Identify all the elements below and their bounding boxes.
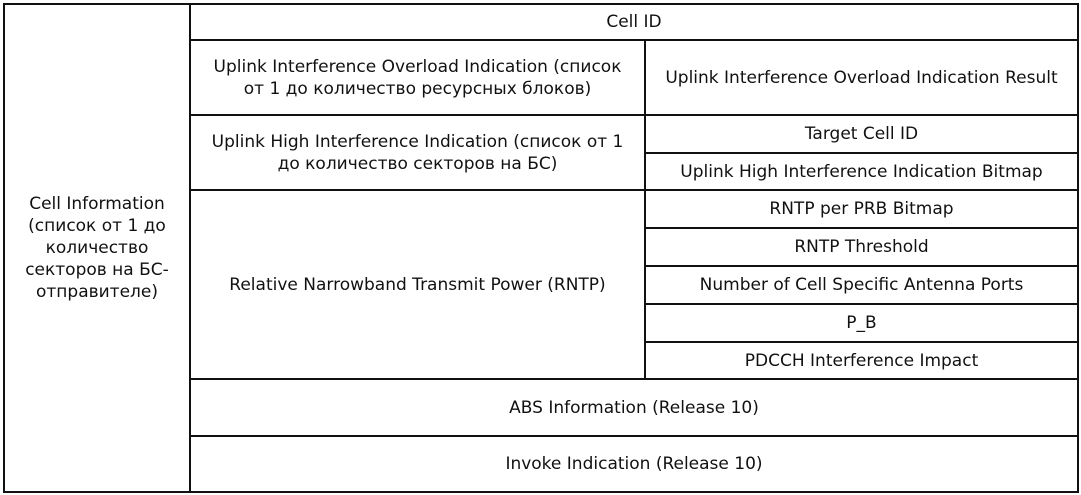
uplink-high-item — [644, 114, 1079, 154]
cell-information-node — [3, 3, 191, 493]
uplink-overload-result-label: Uplink Interference Overload Indication Result — [665, 67, 1058, 88]
rntp-item — [644, 341, 1079, 380]
cell-id-node — [189, 3, 1079, 41]
uplink-overload-result-node — [644, 39, 1079, 116]
abs-information-label: ABS Information (Release 10) — [509, 397, 759, 418]
rntp-item — [644, 227, 1079, 267]
uplink-overload-label: Uplink Interference Overload Indication (список от 1 до количество ресурсных блоков) — [213, 56, 622, 99]
antenna-ports-label: Number of Cell Specific Antenna Ports — [699, 275, 1024, 295]
invoke-indication-node — [189, 435, 1079, 493]
target-cell-id-label: Target Cell ID — [804, 124, 919, 144]
rntp-per-prb-bitmap-label: RNTP per PRB Bitmap — [769, 199, 954, 219]
uplink-high-label: Uplink High Interference Indication (список от 1 до количество секторов на БС) — [211, 131, 624, 174]
rntp-label: Relative Narrowband Transmit Power (RNTP) — [229, 274, 606, 295]
abs-information-node — [189, 378, 1079, 437]
uplink-high-item — [644, 152, 1079, 191]
p-b-label: P_B — [846, 313, 877, 333]
cell-information-label: Cell Information (список от 1 до количество секторов на БС-отправителе) — [25, 194, 169, 302]
uplink-high-node — [189, 114, 646, 191]
uplink-high-bitmap-label: Uplink High Interference Indication Bitmap — [680, 161, 1043, 182]
uplink-overload-node — [189, 39, 646, 116]
rntp-threshold-label: RNTP Threshold — [794, 237, 929, 257]
invoke-indication-label: Invoke Indication (Release 10) — [505, 454, 763, 474]
rntp-item — [644, 303, 1079, 343]
pdcch-interference-impact-label: PDCCH Interference Impact — [744, 350, 979, 371]
rntp-item — [644, 265, 1079, 305]
rntp-item — [644, 189, 1079, 229]
cell-id-label: Cell ID — [606, 12, 662, 32]
rntp-node — [189, 189, 646, 380]
